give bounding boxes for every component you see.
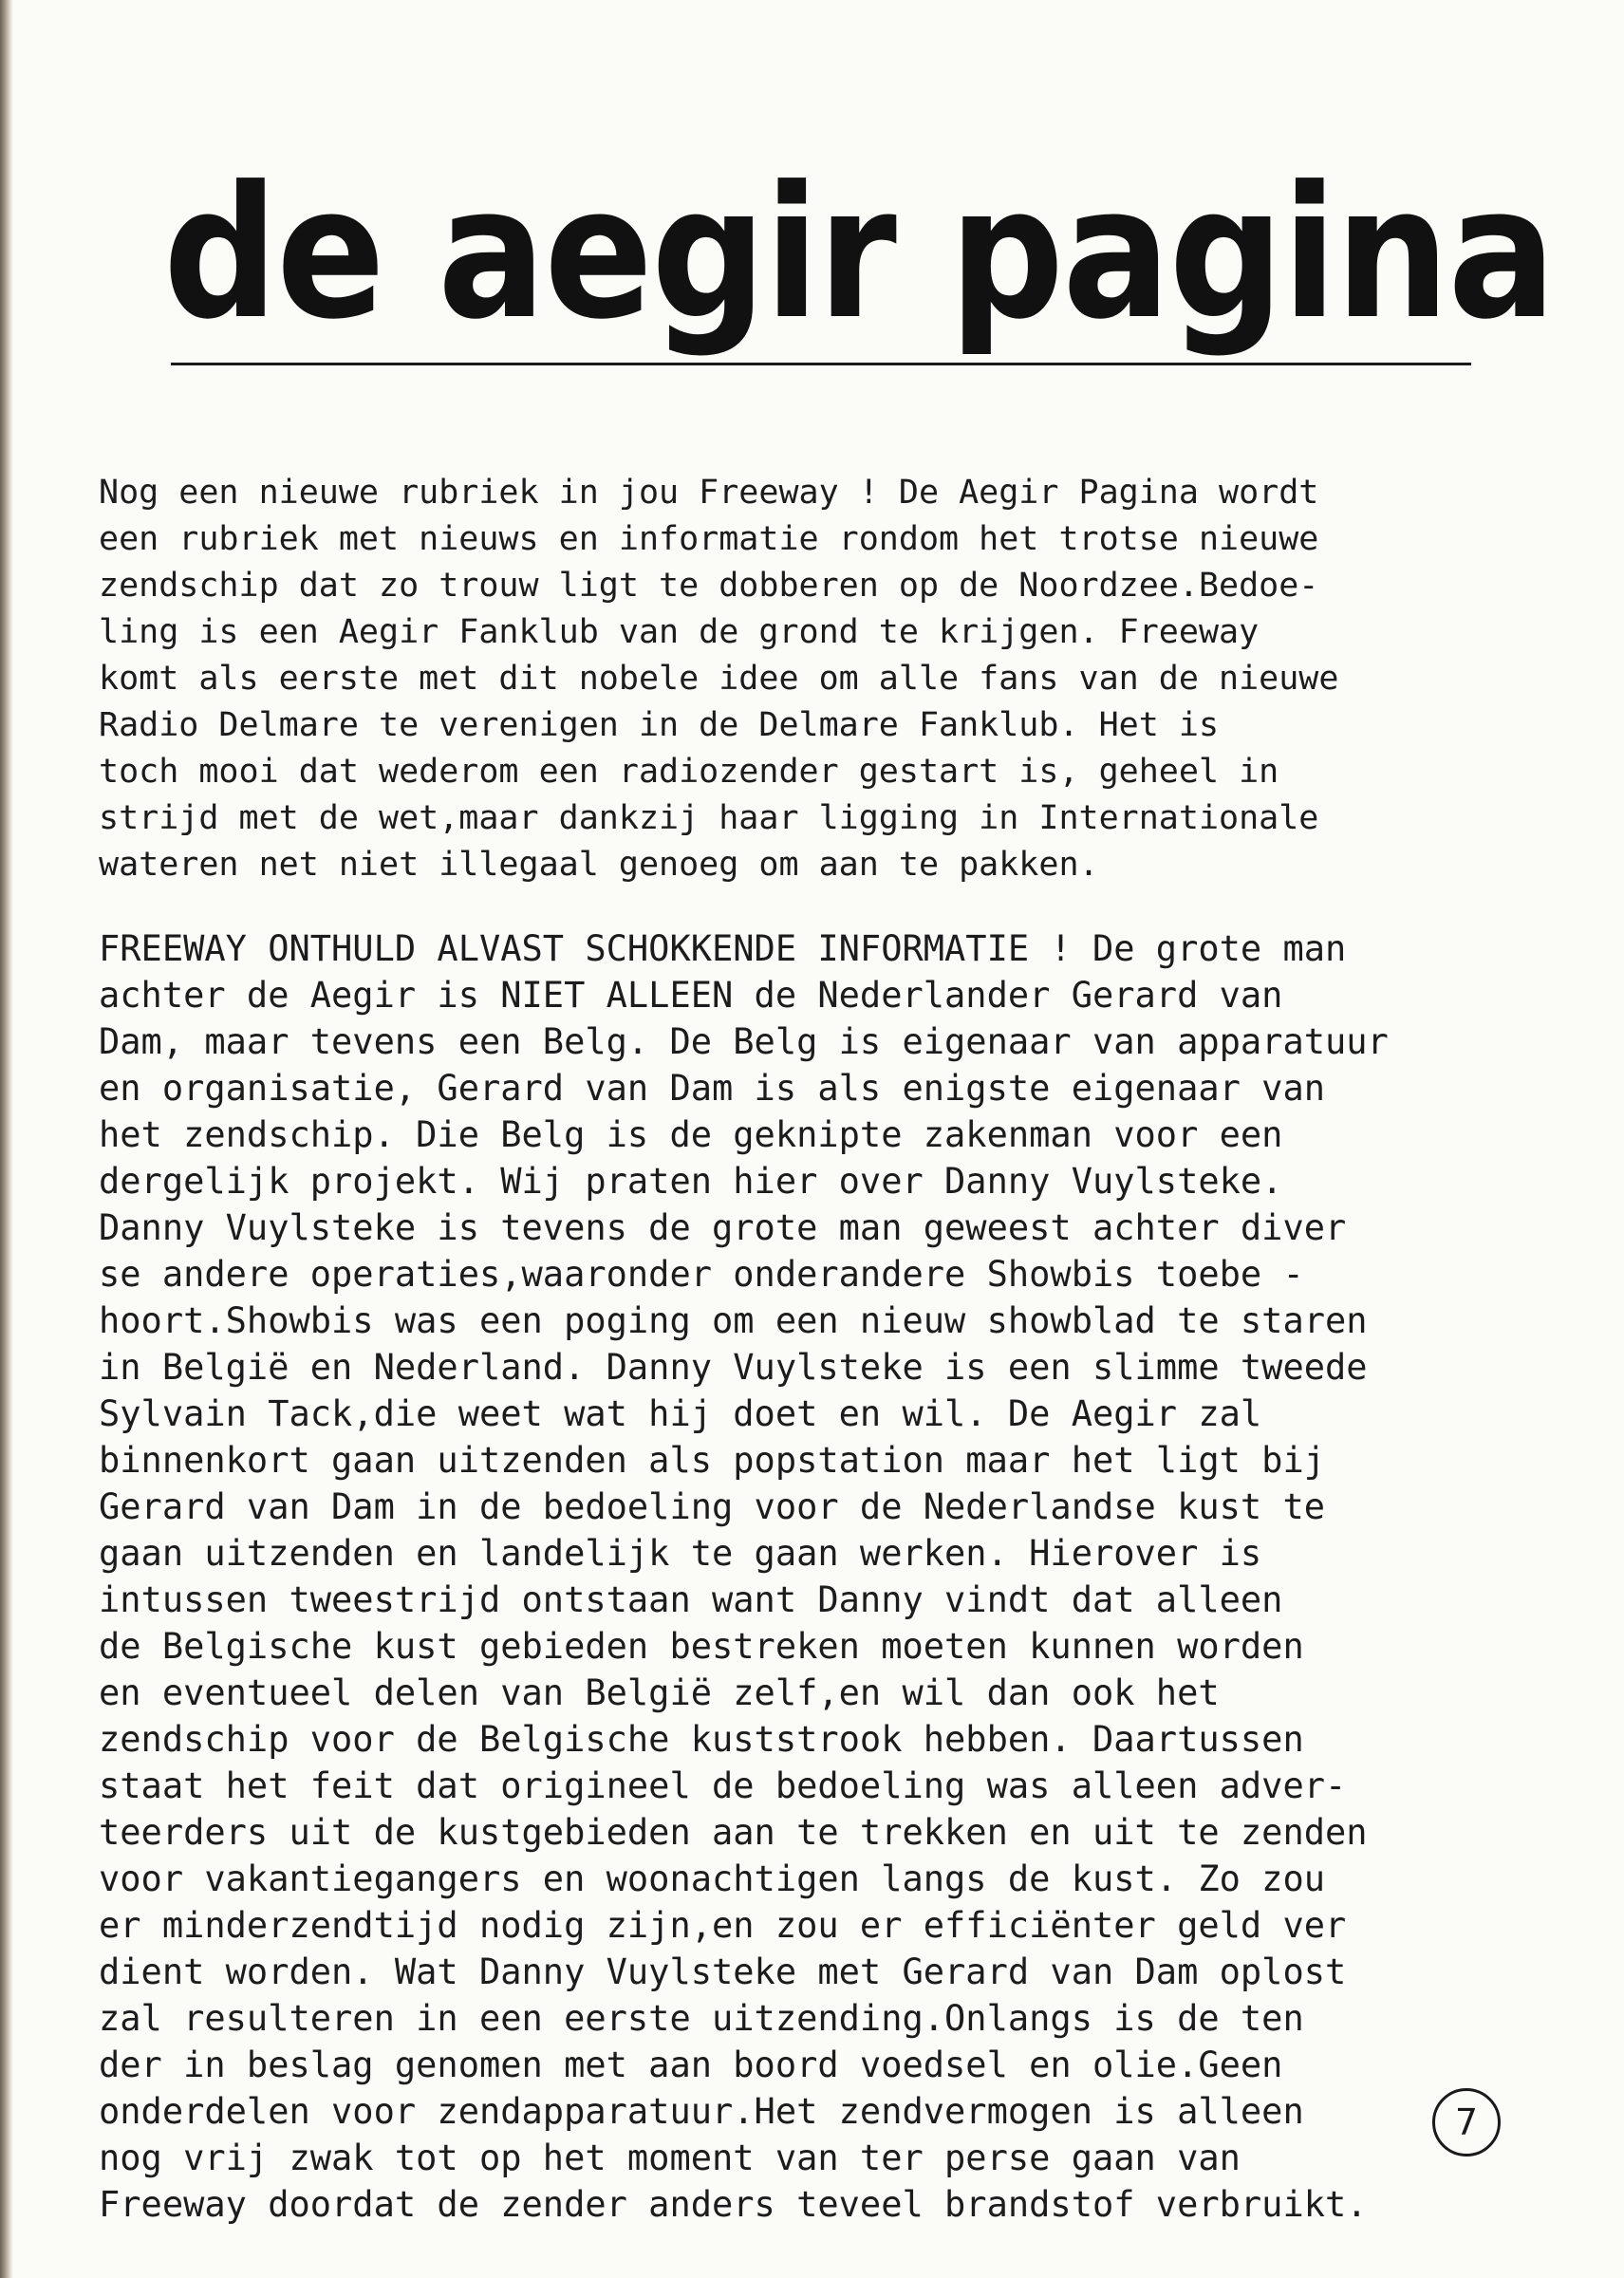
article-line: in België en Nederland. Danny Vuylsteke is een slimme tweede [99,1347,1368,1388]
article-line: het zendschip. Die Belg is de geknipte zakenman voor een [99,1114,1283,1155]
article-line: dient worden. Wat Danny Vuylsteke met Gerard van Dam oplost [99,1951,1347,1992]
binding-edge [0,0,13,2278]
intro-line: een rubriek met nieuws en informatie rondom het trotse nieuwe [99,520,1319,558]
article-line: Gerard van Dam in de bedoeling voor de Nederlandse kust te [99,1486,1326,1527]
article-body [99,925,1522,2228]
article-line: intussen tweestrijd ontstaan want Danny vindt dat alleen [99,1579,1283,1620]
page-title: de aegir pagina [163,148,1555,360]
masthead [152,104,1555,389]
intro-line: toch mooi dat wederom een radiozender gestart is, geheel in [99,753,1279,791]
article-line: se andere operaties,waaronder onderandere Showbis toebe - [99,1254,1304,1295]
article-line: Sylvain Tack,die weet wat hij doet en wil. De Aegir zal [99,1393,1262,1434]
intro-line: komt als eerste met dit nobele idee om alle fans van de nieuwe [99,660,1339,698]
title-underline [171,363,1471,365]
article-line: achter de Aegir is NIET ALLEEN de Nederlander Gerard van [99,975,1283,1016]
article-line: Freeway doordat de zender anders teveel brandstof verbruikt. [99,2184,1368,2225]
intro-line: zendschip dat zo trouw ligt te dobberen op de Noordzee.Bedoe- [99,567,1319,605]
article-line: voor vakantiegangers en woonachtigen langs de kust. Zo zou [99,1858,1326,1899]
article-line: zal resulteren in een eerste uitzending.Onlangs is de ten [99,1998,1304,2039]
article-line: Danny Vuylsteke is tevens de grote man geweest achter diver [99,1207,1347,1248]
article-line: er minderzendtijd nodig zijn,en zou er efficiënter geld ver [99,1905,1347,1946]
intro-line: wateren net niet illegaal genoeg om aan te pakken. [99,846,1099,884]
intro-line: Nog een nieuwe rubriek in jou Freeway ! De Aegir Pagina wordt [99,474,1319,512]
article-line: de Belgische kust gebieden bestreken moeten kunnen worden [99,1626,1304,1667]
article-line: binnenkort gaan uitzenden als popstation maar het ligt bij [99,1440,1326,1481]
article-line: gaan uitzenden en landelijk te gaan werken. Hierover is [99,1533,1262,1574]
intro-line: strijd met de wet,maar dankzij haar ligging in Internationale [99,799,1319,837]
article-line: Dam, maar tevens een Belg. De Belg is eigenaar van apparatuur [99,1021,1389,1062]
article-line: hoort.Showbis was een poging om een nieuw showblad te staren [99,1300,1368,1341]
intro-paragraph [99,470,1522,888]
article-line: dergelijk projekt. Wij praten hier over Danny Vuylsteke. [99,1161,1283,1202]
article-line: en eventueel delen van België zelf,en wil dan ook het [99,1672,1220,1713]
article-line: teerders uit de kustgebieden aan te trekken en uit te zenden [99,1812,1368,1853]
article-line: der in beslag genomen met aan boord voedsel en olie.Geen [99,2045,1283,2085]
article-line: en organisatie, Gerard van Dam is als enigste eigenaar van [99,1068,1326,1109]
article-line: nog vrij zwak tot op het moment van ter perse gaan van [99,2138,1241,2178]
intro-line: Radio Delmare te verenigen in de Delmare Fanklub. Het is [99,706,1220,744]
intro-line: ling is een Aegir Fanklub van de grond te krijgen. Freeway [99,613,1260,651]
page-number-badge: 7 [1432,2088,1501,2157]
article-line: FREEWAY ONTHULD ALVAST SCHOKKENDE INFORMATIE ! De grote man [99,928,1347,969]
article-line: zendschip voor de Belgische kuststrook hebben. Daartussen [99,1719,1304,1760]
article-line: staat het feit dat origineel de bedoeling was alleen adver- [99,1765,1347,1806]
article-line: onderdelen voor zendapparatuur.Het zendvermogen is alleen [99,2091,1304,2132]
